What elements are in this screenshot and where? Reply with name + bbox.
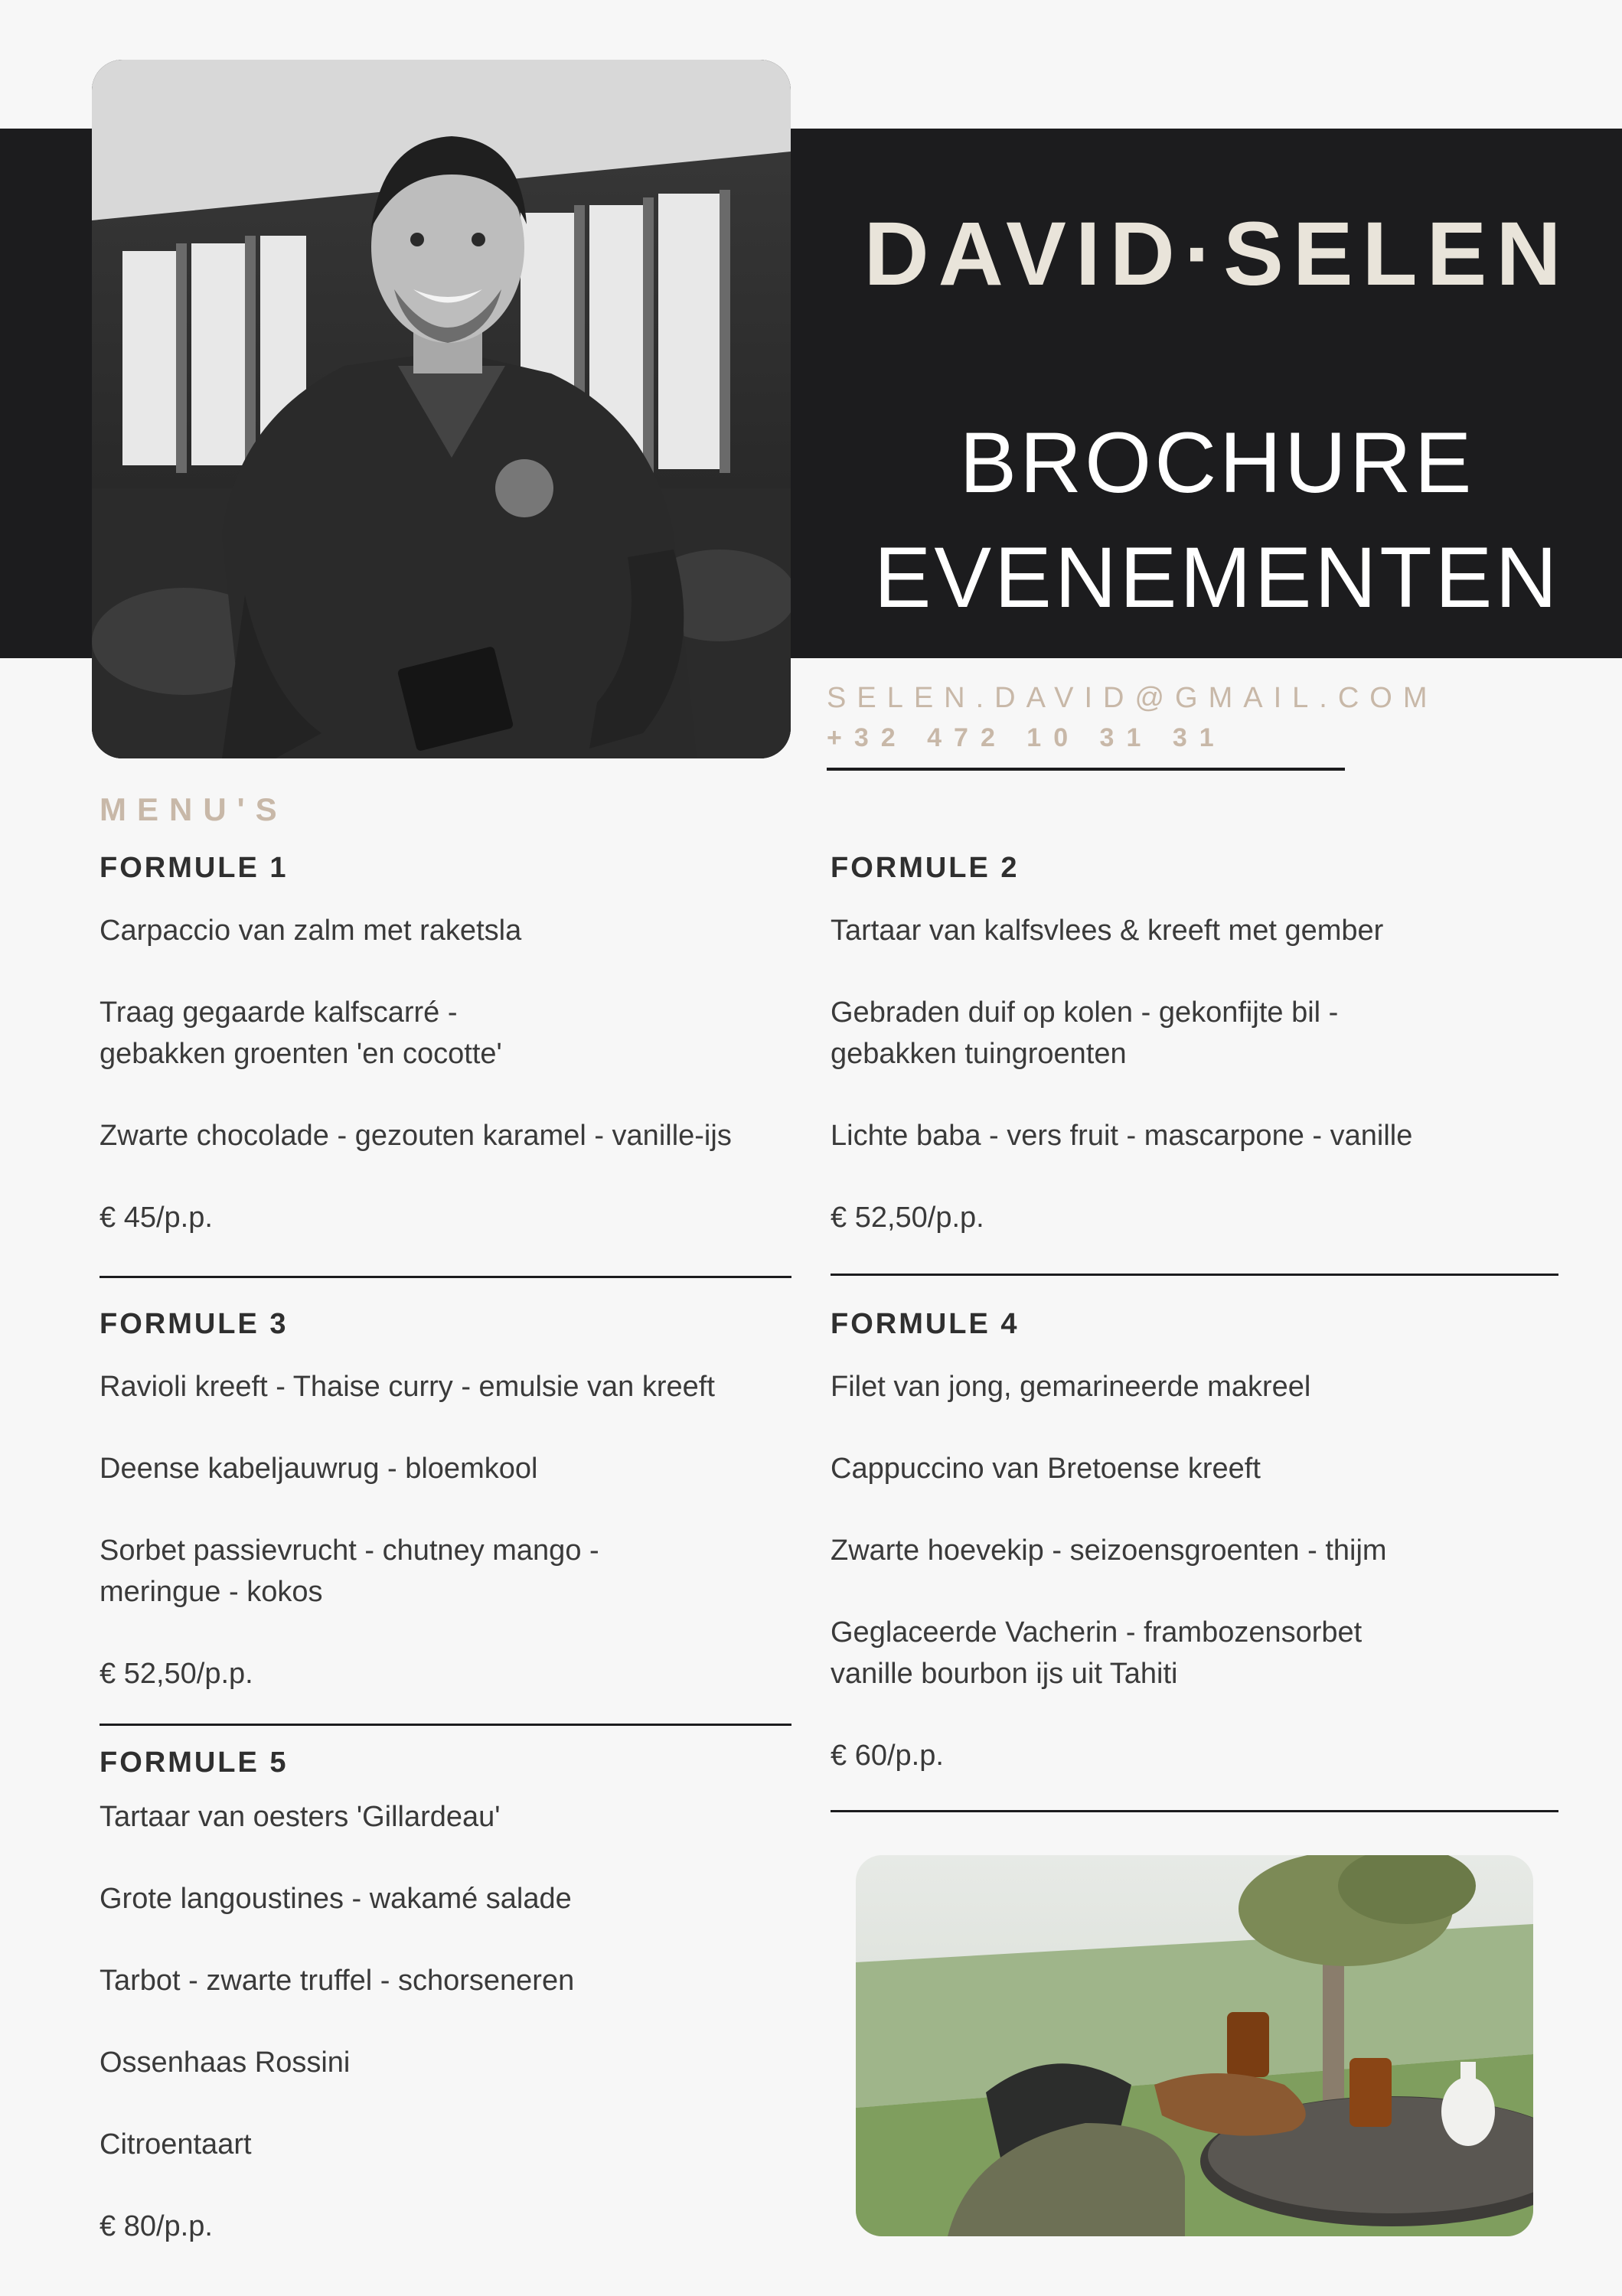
formula-price: € 52,50/p.p. (831, 1202, 984, 1234)
title-line-2: EVENEMENTEN (873, 530, 1561, 625)
formula-price: € 80/p.p. (100, 2210, 213, 2242)
divider (100, 1276, 791, 1278)
formula-price: € 45/p.p. (100, 1202, 213, 1234)
divider (100, 1724, 791, 1726)
menu-course: Lichte baba - vers fruit - mascarpone - vanille (831, 1120, 1413, 1152)
menu-course: Carpaccio van zalm met raketsla (100, 915, 522, 947)
menu-course: Geglaceerde Vacherin - frambozensorbet vanille bourbon ijs uit Tahiti (831, 1616, 1363, 1690)
menu-course: Gebraden duif op kolen - gekonfijte bil - gebakken tuingroenten (831, 996, 1339, 1070)
brand-name: DAVID·SELEN (863, 204, 1571, 305)
menu-course: Grote langoustines - wakamé salade (100, 1883, 572, 1915)
formula-1 (100, 851, 804, 1238)
email-link[interactable]: SELEN.DAVID@GMAIL.COM (827, 682, 1438, 714)
chef-portrait-photo (92, 60, 791, 758)
formula-title: FORMULE 1 (100, 852, 289, 884)
menu-course: Filet van jong, gemarineerde makreel (831, 1371, 1311, 1403)
menu-course: Sorbet passievrucht - chutney mango - meringue - kokos (100, 1534, 599, 1608)
formula-price: € 52,50/p.p. (100, 1658, 253, 1690)
terrace-table-photo (856, 1855, 1533, 2236)
menu-course: Traag gegaarde kalfscarré - gebakken groenten 'en cocotte' (100, 996, 502, 1070)
formula-title: FORMULE 5 (100, 1746, 289, 1779)
formula-price: € 60/p.p. (831, 1740, 944, 1772)
formula-5 (100, 1746, 804, 2247)
menu-course: Tarbot - zwarte truffel - schorseneren (100, 1965, 575, 1997)
menus-section-label: MENU'S (100, 791, 288, 827)
formula-title: FORMULE 3 (100, 1308, 289, 1340)
formula-2 (831, 851, 1535, 1238)
divider (831, 1810, 1558, 1812)
menu-course: Zwarte chocolade - gezouten karamel - vanille-ijs (100, 1120, 732, 1152)
menu-course: Tartaar van kalfsvlees & kreeft met gember (831, 915, 1384, 947)
menu-course: Tartaar van oesters 'Gillardeau' (100, 1801, 501, 1833)
menu-course: Cappuccino van Bretoense kreeft (831, 1453, 1261, 1485)
phone-number[interactable]: +32 472 10 31 31 (827, 723, 1226, 752)
formula-4 (831, 1307, 1535, 1776)
contact-block (827, 678, 1438, 758)
formula-title: FORMULE 2 (831, 852, 1020, 884)
menu-course: Citroentaart (100, 2128, 252, 2161)
document-title (838, 406, 1596, 635)
menu-course: Ravioli kreeft - Thaise curry - emulsie van kreeft (100, 1371, 715, 1403)
menu-course: Ossenhaas Rossini (100, 2047, 351, 2079)
menu-course: Deense kabeljauwrug - bloemkool (100, 1453, 538, 1485)
divider (831, 1274, 1558, 1276)
contact-divider (827, 768, 1345, 771)
menu-course: Zwarte hoevekip - seizoensgroenten - thijm (831, 1534, 1387, 1567)
title-line-1: BROCHURE (959, 415, 1475, 510)
formula-title: FORMULE 4 (831, 1308, 1020, 1340)
formula-3 (100, 1307, 804, 1694)
